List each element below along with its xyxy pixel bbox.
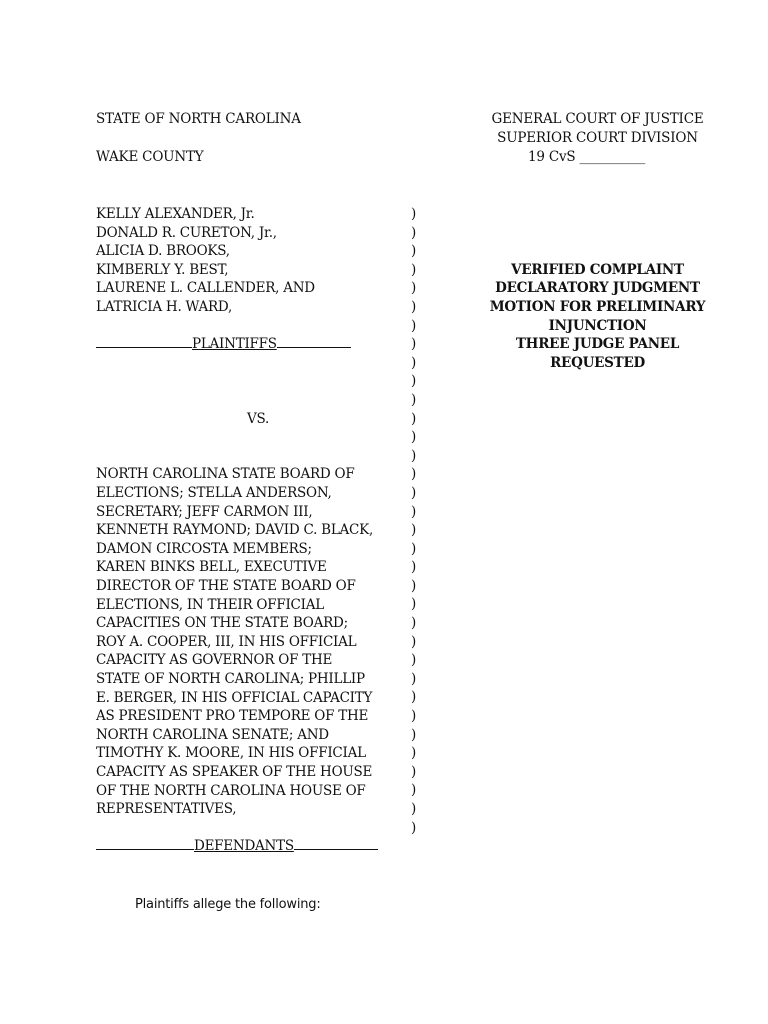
caption-paren: ) [411,670,417,687]
defendant-line: AS PRESIDENT PRO TEMPORE OF THE [96,708,369,725]
caption-paren: ) [411,577,417,594]
caption-paren: ) [411,726,417,743]
caption-title-line: DECLARATORY JUDGMENT [495,280,700,297]
plaintiffs-label-text: PLAINTIFFS [192,336,277,353]
caption-paren: ) [411,559,417,576]
case-number-prefix: 19 CvS [528,149,576,165]
caption-paren: ) [411,763,417,780]
caption-paren: ) [411,708,417,725]
defendant-line: CAPACITY AS GOVERNOR OF THE [96,652,333,669]
caption-paren: ) [411,689,417,706]
defendant-line: KENNETH RAYMOND; DAVID C. BLACK, [96,522,374,539]
defendant-line: KAREN BINKS BELL, EXECUTIVE [96,559,327,576]
caption-paren: ) [411,466,417,483]
caption-paren: ) [411,522,417,539]
defendant-line: DAMON CIRCOSTA MEMBERS; [96,540,312,557]
defendant-line: ELECTIONS, IN THEIR OFFICIAL [96,596,324,613]
caption-paren: ) [411,373,417,390]
underline-rule [277,335,351,348]
caption-paren: ) [411,503,417,520]
plaintiff-name: DONALD R. CURETON, Jr., [96,224,277,241]
plaintiff-name: LAURENE L. CALLENDER, AND [96,280,315,297]
caption-paren: ) [411,317,417,334]
caption-paren: ) [411,280,417,297]
defendant-line: TIMOTHY K. MOORE, IN HIS OFFICIAL [96,745,366,762]
underline-rule [96,837,194,850]
caption-paren: ) [411,354,417,371]
underline-rule [294,837,378,850]
caption-paren: ) [411,819,417,836]
plaintiff-name: ALICIA D. BROOKS, [96,243,230,260]
caption-title-line: VERIFIED COMPLAINT [511,261,684,278]
defendant-line: CAPACITY AS SPEAKER OF THE HOUSE [96,764,373,780]
caption-paren: ) [411,336,417,353]
caption-paren: ) [411,206,417,222]
caption-paren: ) [411,391,417,408]
court-heading-line1: GENERAL COURT OF JUSTICE [491,111,704,127]
caption-paren: ) [411,782,417,799]
versus-label: VS. [247,410,270,427]
state-heading: STATE OF NORTH CAROLINA [96,111,301,127]
defendant-line: NORTH CAROLINA SENATE; AND [96,726,329,743]
defendant-line: ELECTIONS; STELLA ANDERSON, [96,485,332,501]
defendant-line: NORTH CAROLINA STATE BOARD OF [96,466,355,483]
plaintiff-name: LATRICIA H. WARD, [96,299,233,315]
defendant-line: SECRETARY; JEFF CARMON III, [96,503,313,520]
caption-title-line: REQUESTED [550,354,645,371]
caption-paren: ) [411,633,417,650]
caption-paren: ) [411,615,417,632]
intro-sentence: Plaintiffs allege the following: [135,897,321,912]
defendant-line: E. BERGER, IN HIS OFFICIAL CAPACITY [96,689,373,706]
underline-rule [96,335,192,348]
court-heading-line2: SUPERIOR COURT DIVISION [497,130,698,146]
caption-paren: ) [411,429,417,446]
caption-paren: ) [411,540,417,557]
defendant-line: CAPACITIES ON THE STATE BOARD; [96,615,348,632]
defendant-line: REPRESENTATIVES, [96,801,237,818]
caption-title-line: THREE JUDGE PANEL [515,336,680,353]
caption-paren: ) [411,298,417,315]
defendant-line: OF THE NORTH CAROLINA HOUSE OF [96,782,366,799]
plaintiff-name: KIMBERLY Y. BEST, [96,261,229,278]
caption-paren: ) [411,261,417,278]
caption-paren: ) [411,484,417,501]
caption-title-line: MOTION FOR PRELIMINARY [489,299,706,315]
caption-paren: ) [411,596,417,613]
caption-paren: ) [411,224,417,241]
defendants-label [96,837,378,856]
caption-paren: ) [411,243,417,260]
caption-paren: ) [411,801,417,817]
plaintiff-name: KELLY ALEXANDER, Jr. [96,206,255,222]
county-heading: WAKE COUNTY [96,149,204,165]
defendant-line: DIRECTOR OF THE STATE BOARD OF [96,578,356,594]
plaintiffs-label [96,335,351,354]
defendant-line: ROY A. COOPER, III, IN HIS OFFICIAL [96,633,357,650]
caption-paren: ) [411,745,417,762]
caption-parentheses [411,205,423,837]
caption-paren: ) [411,652,417,669]
caption-paren: ) [411,410,417,427]
defendants-label-text: DEFENDANTS [194,838,294,855]
caption-title-line: INJUNCTION [548,317,647,334]
case-number-blank: __________ [579,149,646,165]
defendant-line: STATE OF NORTH CAROLINA; PHILLIP [96,671,365,687]
caption-paren: ) [411,447,417,464]
case-number [528,148,645,167]
